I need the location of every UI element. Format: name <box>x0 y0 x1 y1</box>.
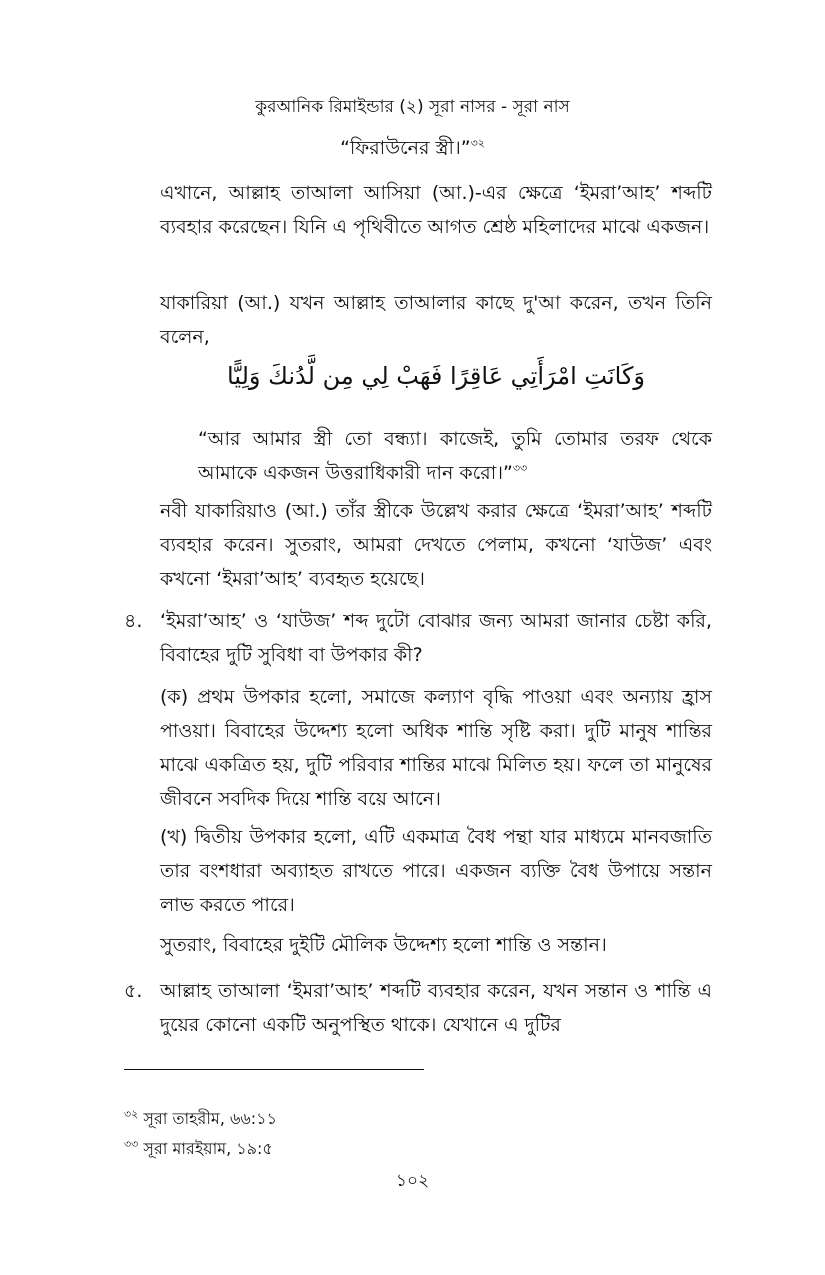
footnote-32 <box>124 1106 277 1133</box>
list-number-5: ৫. <box>124 980 143 1002</box>
footnote-33 <box>124 1136 273 1163</box>
footnote-text: সূরা মারইয়াম, ১৯:৫ <box>143 1139 273 1158</box>
footnote-text: সূরা তাহরীম, ৬৬:১১ <box>143 1109 277 1128</box>
footnote-ref-33: ৩৩ <box>512 461 528 475</box>
list-item-4: ‘ইমরা’আহ’ ও ‘যাউজ’ শব্দ দুটো বোঝার জন্য আমরা জানার চেষ্টা করি, বিবাহের দুটি সুবিধা বা উপকার কী? <box>160 610 712 666</box>
quote-title-text: “ফিরাউনের স্ত্রী।” <box>340 137 471 159</box>
footnote-divider <box>124 1069 424 1070</box>
arabic-verse: وَكَانَتِ امْرَأَتِي عَاقِرًا فَهَبْ لِي مِن لَّدُنكَ وَلِيًّا <box>227 362 645 390</box>
quote-title <box>0 134 825 166</box>
paragraph-zakariya-intro: যাকারিয়া (আ.) যখন আল্লাহ তাআলার কাছে দু'আ করেন, তখন তিনি বলেন, <box>160 292 712 348</box>
paragraph-zakariya-usage: নবী যাকারিয়াও (আ.) তাঁর স্ত্রীকে উল্লেখ করার ক্ষেত্রে ‘ইমরা’আহ’ শব্দটি ব্যবহার করেন। সুতরাং, আমরা দেখতে পেলাম, কখনো ‘যাউজ’ এবং কখনো ‘ইমরা’আহ’ ব্যবহৃত হয়েছে। <box>160 500 712 590</box>
paragraph-asiya: এখানে, আল্লাহ তাআলা আসিয়া (আ.)-এর ক্ষেত্রে ‘ইমরা’আহ’ শব্দটি ব্যবহার করেছেন। যিনি এ পৃথিবীতে আগত শ্রেষ্ঠ মহিলাদের মাঝে একজন। <box>160 182 712 238</box>
list-number-4: ৪. <box>124 610 143 632</box>
footnote-mark: ৩৩ <box>124 1137 139 1151</box>
paragraph-benefit-ka: (ক) প্রথম উপকার হলো, সমাজে কল্যাণ বৃদ্ধি পাওয়া এবং অন্যায় হ্রাস পাওয়া। বিবাহের উদ্দেশ্য হলো অধিক শান্তি সৃষ্টি করা। দুটি মানুষ শান্তির মাঝে একত্রিত হয়, দুটি পরিবার শান্তির মাঝে মিলিত হয়। ফলে তা মানুষের জীবনে সবদিক দিয়ে শান্তি বয়ে আনে। <box>160 686 712 810</box>
verse-translation <box>198 422 712 490</box>
paragraph-benefit-kha: (খ) দ্বিতীয় উপকার হলো, এটি একমাত্র বৈধ পন্থা যার মাধ্যমে মানবজাতি তার বংশধারা অব্যাহত রাখতে পারে। একজন ব্যক্তি বৈধ উপায়ে সন্তান লাভ করতে পারে। <box>160 826 712 916</box>
list-item-5: আল্লাহ তাআলা ‘ইমরা’আহ’ শব্দটি ব্যবহার করেন, যখন সন্তান ও শান্তি এ দুয়ের কোনো একটি অনুপস্থিত থাকে। যেখানে এ দুটির <box>160 980 712 1036</box>
page-number: ১০২ <box>395 1171 430 1191</box>
paragraph-summary: সুতরাং, বিবাহের দুইটি মৌলিক উদ্দেশ্য হলো শান্তি ও সন্তান। <box>160 934 607 956</box>
verse-translation-text: “আর আমার স্ত্রী তো বন্ধ্যা। কাজেই, তুমি তোমার তরফ থেকে আমাকে একজন উত্তরাধিকারী দান করো।” <box>198 428 712 484</box>
running-header: কুরআনিক রিমাইন্ডার (২) সূরা নাসর - সূরা নাস <box>255 97 570 117</box>
footnote-mark: ৩২ <box>124 1107 139 1121</box>
footnote-ref-32: ৩২ <box>470 136 485 150</box>
